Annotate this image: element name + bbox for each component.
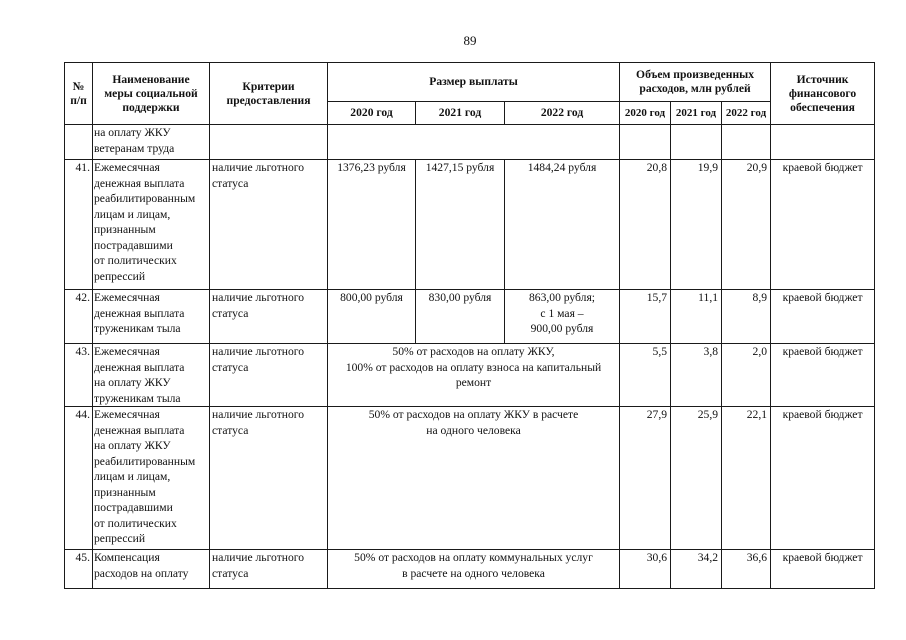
table-row (65, 160, 875, 290)
row-volume-2020: 5,5 (620, 344, 671, 407)
row-criteria: наличие льготного статуса (210, 550, 328, 589)
row-volume (620, 125, 671, 160)
row-volume-2022: 2,0 (722, 344, 771, 407)
row-source: краевой бюджет (771, 290, 875, 344)
row-payment-2021: 1427,15 рубля (416, 160, 505, 290)
social-support-table (64, 62, 875, 589)
row-volume-2021: 34,2 (671, 550, 722, 589)
table-row (65, 407, 875, 550)
row-payment-merged: 50% от расходов на оплату ЖКУ в расчете на одного человека (328, 407, 620, 550)
row-payment-2020: 1376,23 рубля (328, 160, 416, 290)
row-payment-2021: 830,00 рубля (416, 290, 505, 344)
row-volume-2022: 36,6 (722, 550, 771, 589)
row-source: краевой бюджет (771, 344, 875, 407)
row-name: Ежемесячная денежная выплата реабилитированным лицам и лицам, признанным пострадавшими от политических репрессий (93, 160, 210, 290)
header-payment: Размер выплаты (328, 63, 620, 102)
row-num: 43. (65, 344, 93, 407)
row-num: 42. (65, 290, 93, 344)
row-name: Ежемесячная денежная выплата на оплату ЖКУ труженикам тыла (93, 344, 210, 407)
row-criteria: наличие льготного статуса (210, 160, 328, 290)
header-pay-year: 2022 год (505, 102, 620, 125)
row-source: краевой бюджет (771, 160, 875, 290)
header-vol-year: 2020 год (620, 102, 671, 125)
row-payment-merged: 50% от расходов на оплату ЖКУ, 100% от расходов на оплату взноса на капитальный ремонт (328, 344, 620, 407)
table-row (65, 550, 875, 589)
row-volume (722, 125, 771, 160)
page-number: 89 (463, 33, 477, 48)
row-name: на оплату ЖКУ ветеранам труда (93, 125, 210, 160)
row-volume-2021: 3,8 (671, 344, 722, 407)
header-name: Наименование меры социальной поддержки (93, 63, 210, 125)
header-num: № п/п (65, 63, 93, 125)
row-volume-2021: 19,9 (671, 160, 722, 290)
row-criteria: наличие льготного статуса (210, 290, 328, 344)
row-volume (671, 125, 722, 160)
row-volume-2020: 20,8 (620, 160, 671, 290)
table-row (65, 125, 875, 160)
row-criteria (210, 125, 328, 160)
row-source: краевой бюджет (771, 550, 875, 589)
row-name: Ежемесячная денежная выплата на оплату ЖКУ реабилитированным лицам и лицам, признанным пострадавшими от политических репрессий (93, 407, 210, 550)
row-volume-2022: 22,1 (722, 407, 771, 550)
row-name: Ежемесячная денежная выплата труженикам тыла (93, 290, 210, 344)
row-num: 45. (65, 550, 93, 589)
row-volume-2022: 8,9 (722, 290, 771, 344)
header-vol-year: 2022 год (722, 102, 771, 125)
row-volume-2020: 30,6 (620, 550, 671, 589)
row-volume-2022: 20,9 (722, 160, 771, 290)
row-source (771, 125, 875, 160)
header-volume: Объем произведенных расходов, млн рублей (620, 63, 771, 102)
row-criteria: наличие льготного статуса (210, 407, 328, 550)
header-pay-year: 2021 год (416, 102, 505, 125)
row-num: 41. (65, 160, 93, 290)
header-vol-year: 2021 год (671, 102, 722, 125)
row-payment-2020: 800,00 рубля (328, 290, 416, 344)
row-name: Компенсация расходов на оплату (93, 550, 210, 589)
row-payment (328, 125, 620, 160)
table-row (65, 290, 875, 344)
header-criteria: Критерии предоставления (210, 63, 328, 125)
row-payment-2022: 863,00 рубля; с 1 мая – 900,00 рубля (505, 290, 620, 344)
row-volume-2020: 27,9 (620, 407, 671, 550)
row-num: 44. (65, 407, 93, 550)
header-source: Источник финансового обеспечения (771, 63, 875, 125)
header-pay-year: 2020 год (328, 102, 416, 125)
row-volume-2020: 15,7 (620, 290, 671, 344)
row-num (65, 125, 93, 160)
row-payment-2022: 1484,24 рубля (505, 160, 620, 290)
row-payment-merged: 50% от расходов на оплату коммунальных услуг в расчете на одного человека (328, 550, 620, 589)
row-source: краевой бюджет (771, 407, 875, 550)
row-criteria: наличие льготного статуса (210, 344, 328, 407)
row-volume-2021: 11,1 (671, 290, 722, 344)
table-row (65, 344, 875, 407)
row-volume-2021: 25,9 (671, 407, 722, 550)
